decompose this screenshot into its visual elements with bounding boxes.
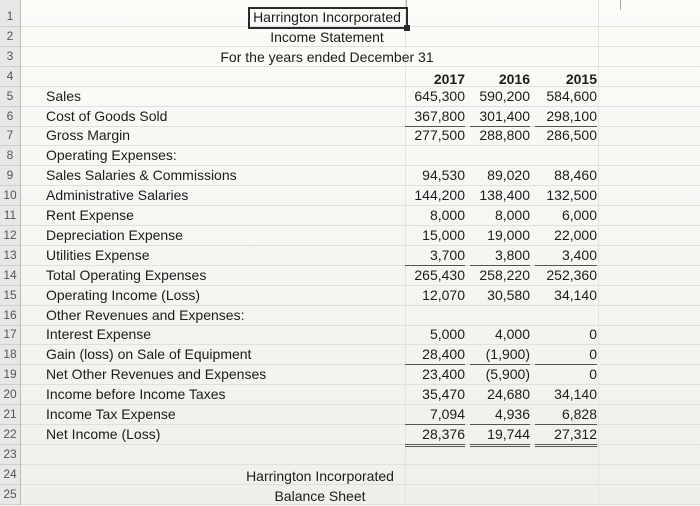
row-number[interactable]: 3 <box>0 47 20 67</box>
row-number[interactable]: 18 <box>0 345 20 365</box>
row-label[interactable]: Operating Expenses: <box>46 147 177 164</box>
value-2017[interactable]: 35,470 <box>422 386 465 403</box>
row-label[interactable]: Operating Income (Loss) <box>46 286 201 303</box>
value-2017[interactable]: 28,376 <box>405 425 465 447</box>
row-number[interactable]: 11 <box>0 206 20 226</box>
row-label[interactable]: Income Tax Expense <box>46 406 176 422</box>
value-2016[interactable]: 258,220 <box>479 266 530 283</box>
value-2015[interactable]: 6,828 <box>535 405 597 425</box>
row-number[interactable]: 13 <box>0 246 20 266</box>
row-number[interactable]: 25 <box>0 485 20 505</box>
value-2016[interactable]: 89,020 <box>487 167 530 184</box>
period-title[interactable]: For the years ended December 31 <box>220 49 434 65</box>
value-2015[interactable]: 22,000 <box>554 226 597 243</box>
row-number[interactable]: 23 <box>0 445 20 465</box>
value-2016[interactable]: 19,744 <box>470 425 530 447</box>
value-2016[interactable]: 8,000 <box>494 207 530 223</box>
value-2016[interactable]: 30,580 <box>487 286 530 303</box>
value-2017[interactable]: 265,430 <box>414 266 465 283</box>
value-2017[interactable]: 3,700 <box>405 246 465 266</box>
row-label[interactable]: Administrative Salaries <box>46 187 189 204</box>
value-2016[interactable]: 24,680 <box>487 386 530 403</box>
statement-title[interactable]: Income Statement <box>270 29 384 45</box>
value-2015[interactable]: 27,312 <box>535 425 597 447</box>
value-2015[interactable]: 34,140 <box>554 286 597 303</box>
value-2016[interactable]: (5,900) <box>485 366 530 383</box>
row-label[interactable]: Gain (loss) on Sale of Equipment <box>46 346 252 363</box>
value-2016[interactable]: 19,000 <box>487 226 530 243</box>
value-2015[interactable]: 298,100 <box>535 107 597 127</box>
value-2017[interactable]: 645,300 <box>414 87 465 104</box>
balance-statement-title[interactable]: Balance Sheet <box>274 488 366 504</box>
value-2017[interactable]: 23,400 <box>422 366 465 383</box>
row-number[interactable]: 15 <box>0 286 20 306</box>
row-number[interactable]: 14 <box>0 266 20 286</box>
value-2015[interactable]: 0 <box>589 326 597 343</box>
value-2016[interactable]: 4,000 <box>494 326 530 343</box>
row-number[interactable]: 7 <box>0 126 20 146</box>
value-2016[interactable]: 4,936 <box>470 405 530 425</box>
value-2017[interactable]: 12,070 <box>422 286 465 303</box>
value-2015[interactable]: 34,140 <box>554 386 597 403</box>
balance-company-title[interactable]: Harrington Incorporated <box>246 468 394 484</box>
row-number[interactable]: 1 <box>0 7 20 27</box>
row-label[interactable]: Cost of Goods Sold <box>46 107 168 124</box>
value-2017[interactable]: 277,500 <box>414 127 465 144</box>
row-number[interactable]: 16 <box>0 306 20 326</box>
value-2015[interactable]: 584,600 <box>546 87 597 104</box>
row-number[interactable]: 20 <box>0 385 20 405</box>
year-header-2017[interactable]: 2017 <box>433 71 465 87</box>
row-number[interactable]: 12 <box>0 226 20 246</box>
value-2016[interactable]: (1,900) <box>470 345 530 365</box>
company-title[interactable]: Harrington Incorporated <box>253 9 401 25</box>
value-2015[interactable]: 132,500 <box>546 187 597 204</box>
column-marker <box>620 0 621 10</box>
value-2015[interactable]: 0 <box>535 345 597 365</box>
row-number[interactable]: 8 <box>0 146 20 166</box>
row-number[interactable]: 4 <box>0 67 20 87</box>
row-number[interactable]: 5 <box>0 87 20 107</box>
row-label[interactable]: Income before Income Taxes <box>46 386 226 403</box>
value-2016[interactable]: 301,400 <box>470 107 530 127</box>
row-label[interactable]: Net Income (Loss) <box>46 425 161 442</box>
row-label[interactable]: Sales <box>46 87 82 104</box>
value-2017[interactable]: 15,000 <box>422 226 465 243</box>
value-2017[interactable]: 94,530 <box>422 167 465 184</box>
value-2017[interactable]: 8,000 <box>429 207 465 223</box>
value-2017[interactable]: 144,200 <box>414 187 465 204</box>
value-2015[interactable]: 88,460 <box>554 167 597 184</box>
row-label[interactable]: Interest Expense <box>46 326 152 343</box>
row-number[interactable]: 21 <box>0 405 20 425</box>
row-number[interactable]: 2 <box>0 27 20 47</box>
row-number[interactable]: 6 <box>0 107 20 127</box>
value-2016[interactable]: 3,800 <box>470 246 530 266</box>
row-number[interactable]: 24 <box>0 465 20 485</box>
row-number[interactable]: 17 <box>0 325 20 345</box>
value-2015[interactable]: 252,360 <box>546 266 597 283</box>
row-number[interactable]: 9 <box>0 166 20 186</box>
value-2017[interactable]: 7,094 <box>405 405 465 425</box>
column-divider <box>598 0 599 505</box>
value-2015[interactable]: 0 <box>589 366 597 383</box>
year-header-2015[interactable]: 2015 <box>565 71 597 87</box>
row-number[interactable]: 19 <box>0 365 20 385</box>
row-label[interactable]: Other Revenues and Expenses: <box>46 306 245 323</box>
value-2016[interactable]: 288,800 <box>479 127 530 144</box>
row-label[interactable]: Gross Margin <box>46 127 131 144</box>
row-number[interactable]: 22 <box>0 425 20 445</box>
row-label[interactable]: Sales Salaries & Commissions <box>46 167 237 184</box>
row-label[interactable]: Utilities Expense <box>46 246 150 263</box>
row-label[interactable]: Depreciation Expense <box>46 226 183 243</box>
year-header-2016[interactable]: 2016 <box>498 71 530 87</box>
value-2017[interactable]: 28,400 <box>405 345 465 365</box>
value-2016[interactable]: 590,200 <box>479 87 530 104</box>
value-2017[interactable]: 5,000 <box>429 326 465 343</box>
value-2015[interactable]: 286,500 <box>546 127 597 144</box>
value-2015[interactable]: 3,400 <box>535 246 597 266</box>
value-2016[interactable]: 138,400 <box>479 187 530 204</box>
row-number[interactable]: 10 <box>0 186 20 206</box>
row-label[interactable]: Net Other Revenues and Expenses <box>46 366 267 383</box>
value-2015[interactable]: 6,000 <box>561 207 597 223</box>
row-label[interactable]: Rent Expense <box>46 207 134 223</box>
row-label[interactable]: Total Operating Expenses <box>46 266 207 283</box>
value-2017[interactable]: 367,800 <box>405 107 465 127</box>
